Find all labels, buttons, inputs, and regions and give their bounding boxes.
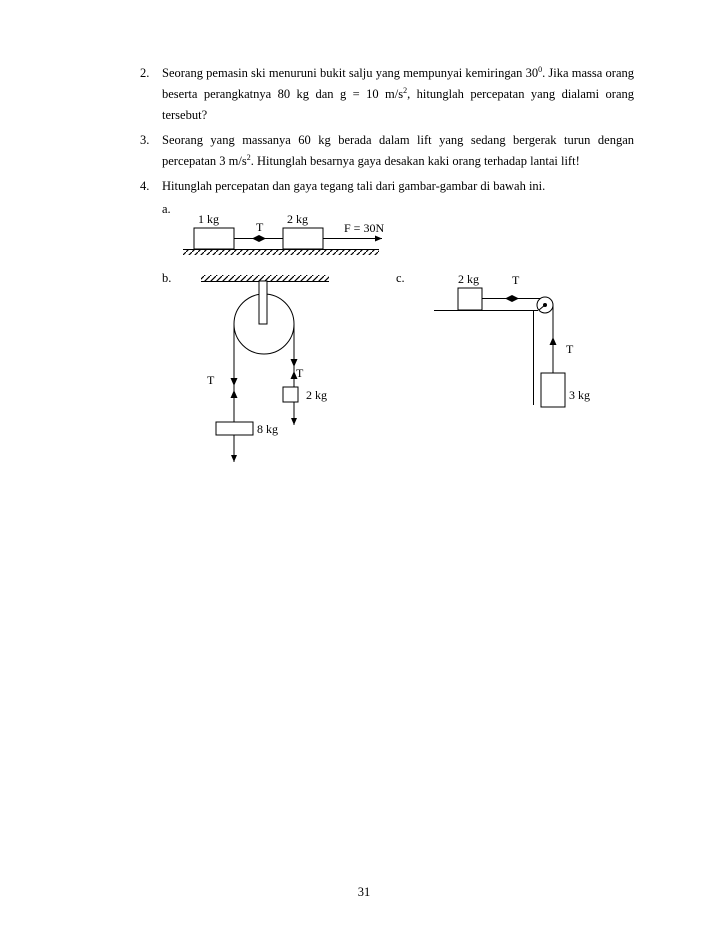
question-text: Seorang pemasin ski menuruni bukit salju yang mempunyai kemiringan $30^0$. Jika massa orang beserta perangkatnya 80 kg dan g = 10 $m/s^2$, hitunglah percepatan yang dialami orang tersebut? [162, 64, 634, 122]
tension-arrow-c2 [512, 295, 519, 302]
label-c: c. [396, 271, 405, 285]
tension-arrow-right [259, 235, 266, 242]
mass-label-2kg-b: 2 kg [306, 388, 327, 402]
page-number: 31 [357, 885, 371, 899]
question-text: Seorang yang massanya 60 kg berada dalam lift yang sedang bergerak turun dengan percepatan 3 $m/s^2$. Hitunglah besarnya gaya desakan kaki orang terhadap lantai lift! [162, 133, 634, 168]
tension-label-a: T [256, 220, 264, 234]
tension-arrow-left [252, 235, 259, 242]
figure-b [201, 275, 329, 462]
ground-hatch [183, 250, 379, 255]
mass-label-2kg-c: 2 kg [458, 272, 479, 286]
block-2kg-hanging [283, 387, 298, 402]
pulley-hanger [259, 281, 267, 324]
figure-a [183, 212, 384, 255]
block-2kg [283, 228, 323, 249]
arrow-up-left [231, 390, 238, 398]
force-label: F = 30N [344, 221, 385, 235]
figure-c [434, 272, 590, 407]
question-number: 3. [140, 133, 150, 147]
tension-arrow-c1 [505, 295, 512, 302]
block-2kg-table [458, 288, 482, 310]
block-3kg [541, 373, 565, 407]
tension-label-right: T [296, 366, 304, 380]
ceiling-hatch [201, 275, 329, 281]
label-b: b. [162, 271, 172, 285]
tension-label-vertical: T [566, 342, 574, 356]
question-number: 2. [140, 66, 150, 80]
mass-label-1kg: 1 kg [198, 212, 219, 226]
block-8kg [216, 422, 253, 435]
tension-label-horizontal: T [512, 273, 520, 287]
tension-arrow-up-c [550, 337, 557, 345]
block-1kg [194, 228, 234, 249]
arrow-down-left [231, 378, 238, 386]
mass-label-3kg: 3 kg [569, 388, 590, 402]
tension-label-left: T [207, 373, 215, 387]
mass-label-2kg: 2 kg [287, 212, 308, 226]
label-a: a. [162, 202, 171, 216]
mass-label-8kg: 8 kg [257, 422, 278, 436]
question-number: 4. [140, 179, 150, 193]
question-text: Hitunglah percepatan dan gaya tegang tali dari gambar-gambar di bawah ini. [162, 179, 546, 193]
